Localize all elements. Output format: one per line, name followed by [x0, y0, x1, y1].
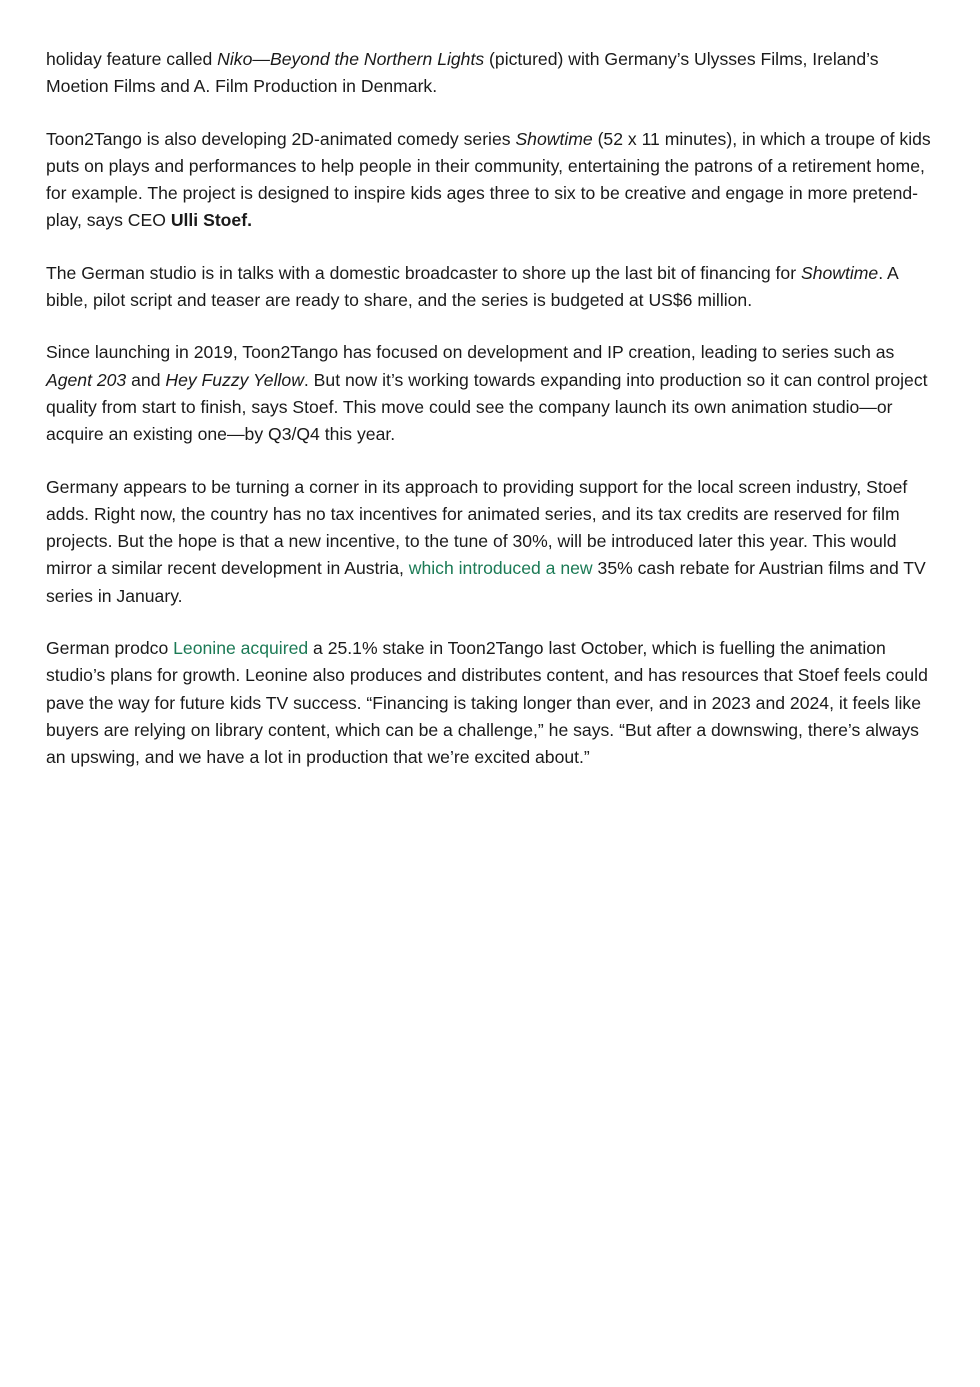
series-title-showtime: Showtime — [515, 128, 593, 149]
series-title-showtime-2: Showtime — [800, 262, 879, 283]
p3-text-1: The German studio is in talks with a domestic broadcaster to shore up the last bit of financing for — [46, 262, 801, 283]
paragraph-5 — [46, 474, 934, 610]
paragraph-6 — [46, 635, 934, 771]
p4-text-3: . But now it’s working towards expanding into production so it can control project quality from start to finish, says Stoef. This move could see the company launch its own animation studio—or acquire an existing one—by Q3/Q4 this year. — [46, 369, 928, 445]
p4-text-2: and — [126, 369, 166, 390]
paragraph-2 — [46, 126, 934, 235]
p3-text-2: . A bible, pilot script and teaser are ready to share, and the series is budgeted at US$6 million. — [46, 262, 898, 311]
p6-text-2: a 25.1% stake in Toon2Tango last October, which is fuelling the animation studio’s plans for growth. Leonine also produces and distributes content, and has resources that Stoef feels could pave the way for future kids TV success. “Financing is taking longer than ever, and in 2023 and 2024, it feels like buyers are relying on library content, which can be a challenge,” he says. “But after a downswing, there’s always an upswing, and we have a lot in production that we’re excited about.” — [46, 638, 928, 768]
p2-text-2: (52 x 11 minutes), in which a troupe of kids puts on plays and performances to help people in their community, entertaining the patrons of a retirement home, for example. The project is designed to inspire kids ages three to six to be creative and engage in more pretend-play, says CEO — [46, 128, 931, 231]
paragraph-1 — [46, 46, 934, 101]
p6-text-1: German prodco — [46, 638, 174, 659]
leonine-acquired-link[interactable]: Leonine acquired — [173, 638, 309, 659]
p5-text-1: Germany appears to be turning a corner in its approach to providing support for the local screen industry, Stoef adds. Right now, the country has no tax incentives for animated series, and its tax credits are reserved for film projects. But the hope is that a new incentive, to the tune of 30%, will be introduced later this year. This would mirror a similar recent development in Austria, — [46, 476, 908, 579]
film-title-niko: Niko—Beyond the Northern Lights — [217, 49, 485, 69]
article-body — [46, 46, 934, 797]
austria-rebate-link[interactable]: which introduced a new — [408, 558, 593, 579]
ceo-name: Ulli Stoef. — [170, 210, 252, 231]
series-title-agent-203: Agent 203 — [46, 369, 127, 390]
paragraph-3 — [46, 260, 934, 315]
p1-text-1: holiday feature called — [46, 49, 218, 69]
paragraph-4 — [46, 339, 934, 448]
p4-text-1: Since launching in 2019, Toon2Tango has focused on development and IP creation, leading to series such as — [46, 342, 895, 363]
p2-text-1: Toon2Tango is also developing 2D-animated comedy series — [46, 128, 516, 149]
p1-text-2: (pictured) with Germany’s Ulysses Films, Ireland’s Moetion Films and A. Film Production in Denmark. — [46, 49, 879, 97]
p5-text-2: 35% cash rebate for Austrian films and TV series in January. — [46, 558, 926, 606]
series-title-hey-fuzzy-yellow: Hey Fuzzy Yellow — [165, 369, 304, 390]
